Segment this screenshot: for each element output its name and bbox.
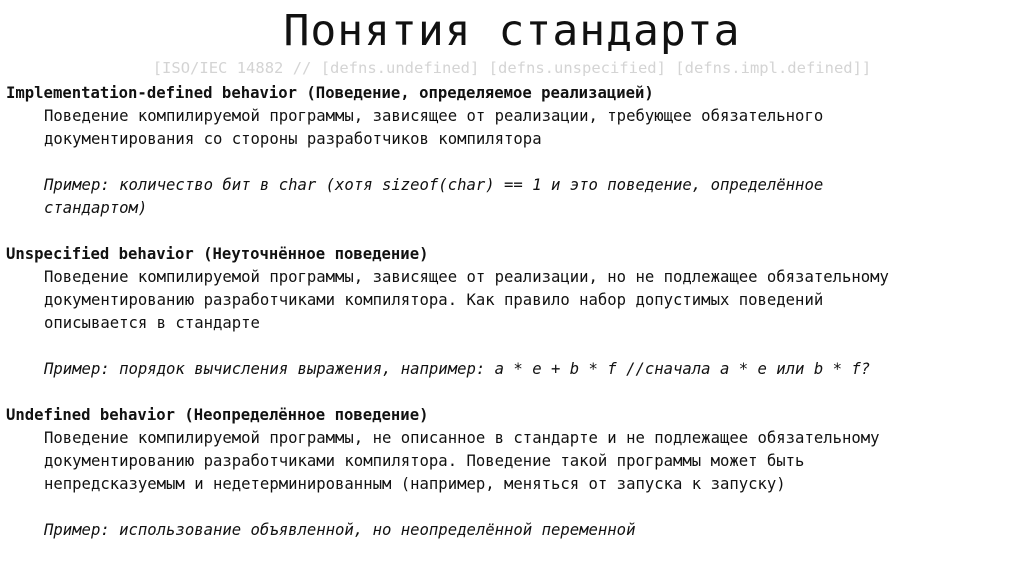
section-example: Пример: порядок вычисления выражения, например: a * e + b * f //сначала a * e или b * f? <box>44 360 871 378</box>
section-heading: Implementation-defined behavior (Поведение, определяемое реализацией) <box>6 84 654 102</box>
section-heading: Unspecified behavior (Неуточнённое поведение) <box>6 245 429 263</box>
page-subtitle: [ISO/IEC 14882 // [defns.undefined] [defns.unspecified] [defns.impl.defined]] <box>152 59 872 77</box>
section-undefined <box>6 404 1018 542</box>
section-heading: Undefined behavior (Неопределённое поведение) <box>6 406 429 424</box>
section-example: Пример: использование объявленной, но неопределённой переменной <box>44 521 636 539</box>
section-unspecified <box>6 243 1018 381</box>
content-area <box>6 82 1018 565</box>
page-title: Понятия стандарта <box>283 6 741 56</box>
section-description: Поведение компилируемой программы, зависящее от реализации, требующее обязательного документирования со стороны разработчиков компилятора <box>44 107 824 148</box>
section-implementation-defined <box>6 82 1018 220</box>
section-description: Поведение компилируемой программы, не описанное в стандарте и не подлежащее обязательному документированию разработчиками компилятора. Поведение такой программы может быть непредсказуемым и недетерминированным (например, меняться от запуска к запуску) <box>44 429 880 493</box>
section-example: Пример: количество бит в char (хотя sizeof(char) == 1 и это поведение, определённое стандартом) <box>44 176 824 217</box>
section-description: Поведение компилируемой программы, зависящее от реализации, но не подлежащее обязательному документированию разработчиками компилятора. Как правило набор допустимых поведений описывается в стандарте <box>44 268 889 332</box>
